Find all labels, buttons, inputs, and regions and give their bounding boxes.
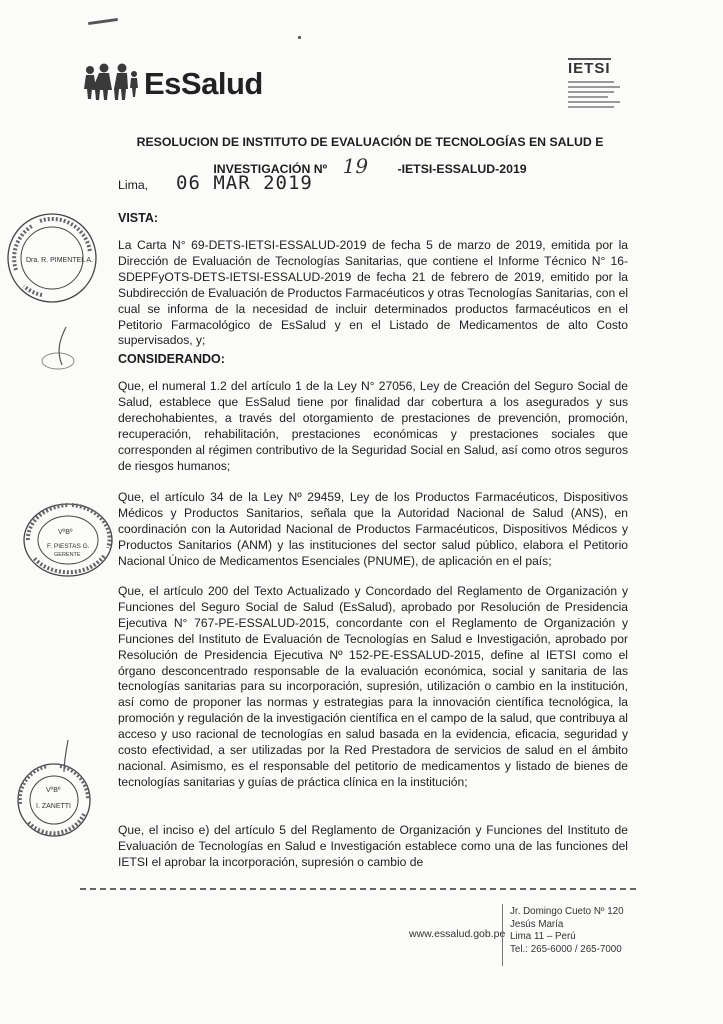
seal-icon <box>8 738 98 838</box>
ietsi-subtext <box>568 96 608 98</box>
address-line: Jesús María <box>510 918 564 930</box>
seal-icon <box>20 500 116 580</box>
ietsi-logo <box>568 58 630 114</box>
ietsi-subtext <box>568 86 620 88</box>
stamp-name-2: F. PIESTAS G. <box>47 543 90 550</box>
considerando-paragraph: Que, el inciso e) del artículo 5 del Reglamento de Organización y Funciones del Instituto de Evaluación de Tecnologías en Salud e Investigación establece como una de las funciones del IETSI el aprobar la incorporación, supresión o cambio de <box>118 823 628 869</box>
footer-address <box>510 906 624 956</box>
family-logo-icon <box>82 62 142 102</box>
date-stamp: 06 MAR 2019 <box>176 172 313 194</box>
seal-stamp-3 <box>8 738 98 838</box>
ietsi-subtext <box>568 101 620 103</box>
vista-heading: VISTA: <box>118 211 159 225</box>
signature-icon <box>36 325 86 375</box>
seal-stamp-2 <box>20 500 116 580</box>
seal-stamp-1 <box>2 208 102 308</box>
ietsi-subtext <box>568 91 614 93</box>
signature-1 <box>36 325 86 375</box>
title-suffix: -IETSI-ESSALUD-2019 <box>397 162 527 176</box>
vista-paragraph: La Carta N° 69-DETS-IETSI-ESSALUD-2019 de fecha 5 de marzo de 2019, emitida por la Dirección de Evaluación de Tecnologías Sanitarias, que contiene el Informe Técnico N° 16-SDEPFyOTS-DETS-IETSI-ESSALUD-2019 de fecha 21 de febrero de 2019, emitido por la Subdirección de Evaluación de Productos Farmacéuticos y otras Tecnologías Sanitarias, con el cual se informa de la necesidad de incluir determinados productos farmacéuticos en el Petitorio Farmacológico de EsSalud y en el Listado de Medicamentos de alto Costo supervisados, y; <box>118 238 629 348</box>
ietsi-subtext <box>568 81 614 83</box>
address-line: Lima 11 – Perú <box>510 931 576 942</box>
logo-text: EsSalud <box>144 66 263 101</box>
resolution-title: RESOLUCION DE INSTITUTO DE EVALUACIÓN DE TECNOLOGÍAS EN SALUD E <box>136 135 604 149</box>
place: Lima, <box>118 178 149 192</box>
considerando-paragraph: Que, el numeral 1.2 del artículo 1 de la Ley N° 27056, Ley de Creación del Seguro Social de Salud, establece que EsSalud tiene por finalidad dar cobertura a los asegurados y sus derechohabientes, a través del otorgamiento de prestaciones de prevención, promoción, recuperación, rehabilitación, prestaciones económicas y prestaciones sociales que corresponden al régimen contributivo de la Seguridad Social en Salud, así como otros seguros de riesgos humanos; <box>118 379 628 473</box>
essalud-logo <box>82 62 282 102</box>
ietsi-subtext <box>568 106 614 108</box>
stamp-name-1: Dra. R. PIMENTEL A. <box>26 257 94 264</box>
address-line: Jr. Domingo Cueto Nº 120 <box>510 906 624 917</box>
stamp-vb: VºBº <box>46 787 61 794</box>
address-line: Tel.: 265-6000 / 265-7000 <box>510 943 622 955</box>
footer-divider-line <box>80 888 636 890</box>
considerando-heading: CONSIDERANDO: <box>118 352 225 366</box>
scan-mark <box>298 36 301 39</box>
ietsi-mark: IETSI <box>568 60 611 77</box>
stamp-vb: VºBº <box>58 529 73 536</box>
seal-icon <box>2 208 102 308</box>
handwritten-number: 19 <box>342 154 369 178</box>
footer-vertical-divider <box>502 904 503 966</box>
scan-mark <box>88 18 118 25</box>
considerando-paragraph: Que, el artículo 200 del Texto Actualizado y Concordado del Reglamento de Organización y Funciones del Seguro Social de Salud (EsSalud), aprobado por Resolución de Presidencia Ejecutiva N° 767-PE-ESSALUD-2015, concordante con el Reglamento de Organización y Funciones del Instituto de Evaluación de Tecnologías en Salud e Investigación, aprobado por Resolución de Presidencia Ejecutiva Nº 152-PE-ESSALUD-2015, define al IETSI como el órgano desconcentrado responsable de la evaluación económica, social y sanitaria de las tecnologías sanitarias para su incorporación, supresión, utilización o cambio en la institución, así como de proponer las normas y estrategias para la innovación científica tecnológica, la promoción y regulación de la investigación científica en el campo de la salud, que contribuya al acceso y uso racional de tecnologías en salud basada en la evidencia, eficacia, seguridad y costo efectividad, a ser utilizadas por la Red Prestadora de servicios de salud en el ámbito nacional. Asimismo, es el responsable del petitorio de medicamentos y listado de bienes de tecnologías sanitarias y guías de práctica clínica en la institución; <box>118 584 628 789</box>
stamp-role-2: GERENTE <box>54 552 81 558</box>
title-prefix: INVESTIGACIÓN Nº <box>213 162 328 176</box>
stamp-name-3: I. ZANETTI <box>36 803 71 810</box>
footer-website: www.essalud.gob.pe <box>409 928 506 940</box>
considerando-paragraph: Que, el artículo 34 de la Ley Nº 29459, Ley de los Productos Farmacéuticos, Dispositivos Médicos y Productos Sanitarios, señala que la Autoridad Nacional de Salud (ANS), en coordinación con la Autoridad Nacional de Productos Farmacéuticos, Dispositivos Médicos y Productos Sanitarios (ANM) y las instituciones del sector salud público, elabora el Petitorio Nacional Único de Medicamentos Esenciales (PNUME), de aplicación en el país; <box>118 490 628 568</box>
